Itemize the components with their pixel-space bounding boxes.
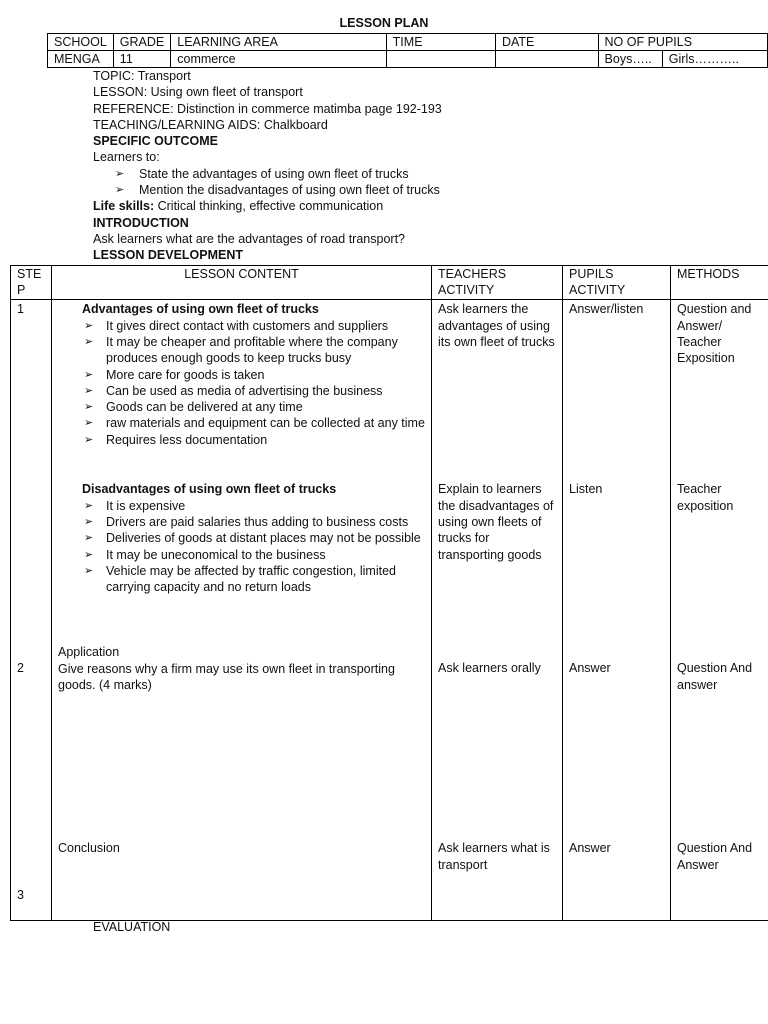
learning-area-label: LEARNING AREA [171,34,386,51]
advantages-pupils-activity: Answer/listen [569,302,644,317]
table-body-row [11,300,768,921]
step-number: 2 [17,661,24,676]
list-item: ➢ It may be uneconomical to the business [84,547,326,562]
girls-count: Girls……….. [662,51,739,67]
arrowhead-bullet-icon: ➢ [84,335,94,348]
list-item: ➢ It is expensive [84,498,186,513]
arrowhead-bullet-icon: ➢ [84,548,94,561]
list-item: ➢ Deliveries of goods at distant places may not be possible [84,531,421,546]
evaluation-heading: EVALUATION [93,920,171,934]
arrowhead-bullet-icon: ➢ [84,368,94,381]
arrowhead-bullet-icon: ➢ [115,184,125,197]
grade-label: GRADE [113,34,170,51]
introduction-heading: INTRODUCTION [93,215,189,230]
arrowhead-bullet-icon: ➢ [84,499,94,512]
outcome-text: State the advantages of using own fleet of trucks [139,166,409,181]
application-pupils-activity: Answer [569,661,611,676]
life-skills-text: Critical thinking, effective communication [154,199,384,214]
grade-value: 11 [113,51,170,68]
list-item: ➢ Requires less documentation [84,432,268,447]
application-text: Give reasons why a firm may use its own fleet in transporting goods. (4 marks) [58,661,395,692]
step-header: STE P [11,266,52,300]
time-value [386,51,495,68]
outcome-list [93,166,753,199]
header-labels-row [48,34,768,51]
lesson: LESSON: Using own fleet of transport [93,85,303,100]
arrowhead-bullet-icon: ➢ [84,433,94,446]
pupils-count [598,51,767,68]
lesson-content-column [52,300,432,921]
column-header-row [11,266,768,300]
lesson-meta [93,68,753,264]
outcome-item [115,166,753,182]
application-teacher-activity: Ask learners orally [438,661,541,676]
advantages-teacher-activity: Ask learners the advantages of using its own fleet of trucks [438,302,555,349]
teachers-activity-column [432,300,563,921]
lesson-development-heading: LESSON DEVELOPMENT [93,248,244,263]
arrowhead-bullet-icon: ➢ [84,532,94,545]
conclusion-teacher-activity: Ask learners what is transport [438,841,550,872]
disadvantages-methods: Teacher exposition [677,482,734,513]
advantages-block [58,301,425,448]
time-label: TIME [386,34,495,51]
header-table [47,33,768,68]
arrowhead-bullet-icon: ➢ [84,564,94,577]
school-label: SCHOOL [48,34,114,51]
list-item: ➢ Vehicle may be affected by traffic congestion, limited carrying capacity and no return loads [84,563,396,595]
disadvantages-teacher-activity: Explain to learners the disadvantages of using own fleets of trucks for transporting goods [438,482,554,562]
arrowhead-bullet-icon: ➢ [84,417,94,430]
list-item: ➢ Drivers are paid salaries thus adding to business costs [84,514,409,529]
arrowhead-bullet-icon: ➢ [84,319,94,332]
arrowhead-bullet-icon: ➢ [84,515,94,528]
outcome-text: Mention the disadvantages of using own fleet of trucks [139,183,440,198]
school-value: MENGA [48,51,114,68]
pupils-activity-header: PUPILS ACTIVITY [563,266,671,300]
step-number: 1 [17,302,24,317]
teaching-aids: TEACHING/LEARNING AIDS: Chalkboard [93,117,328,132]
date-value [495,51,598,68]
methods-column [671,300,768,921]
outcome-item [115,182,753,198]
step-column [11,300,52,921]
list-item: ➢ raw materials and equipment can be collected at any time [84,416,425,431]
arrowhead-bullet-icon: ➢ [115,167,125,180]
boys-count: Boys….. [604,52,652,66]
disadvantages-pupils-activity: Listen [569,482,603,497]
lesson-content-header: LESSON CONTENT [52,266,432,300]
reference: REFERENCE: Distinction in commerce matimba page 192-193 [93,101,442,116]
header-values-row [48,51,768,68]
arrowhead-bullet-icon: ➢ [84,384,94,397]
list-item: ➢ More care for goods is taken [84,367,265,382]
conclusion-heading: Conclusion [58,841,120,856]
disadvantages-block [58,481,425,595]
date-label: DATE [495,34,598,51]
methods-header: METHODS [671,266,768,300]
application-block [58,644,425,693]
specific-outcome-heading: SPECIFIC OUTCOME [93,134,219,149]
life-skills [93,198,753,214]
step-number: 3 [17,888,24,903]
disadvantages-heading: Disadvantages of using own fleet of trucks [82,482,337,497]
no-of-pupils-label: NO OF PUPILS [598,34,767,51]
list-item: ➢ It may be cheaper and profitable where the company produces enough goods to keep trucks busy [84,334,398,366]
learners-to: Learners to: [93,150,160,165]
life-skills-label: Life skills: [93,199,155,214]
pupils-activity-column [563,300,671,921]
disadvantages-list [58,498,425,596]
topic: TOPIC: Transport [93,69,191,83]
advantages-methods: Question and Answer/ Teacher Exposition [677,302,752,366]
introduction-text: Ask learners what are the advantages of road transport? [93,231,405,246]
list-item: ➢ Goods can be delivered at any time [84,400,303,415]
application-heading: Application [58,645,120,660]
list-item: ➢ Can be used as media of advertising the business [84,383,383,398]
lesson-development-table [10,265,768,921]
advantages-list [58,318,425,448]
application-methods: Question And answer [677,661,753,692]
page-title: LESSON PLAN [339,16,429,30]
conclusion-methods: Question And Answer [677,841,753,872]
arrowhead-bullet-icon: ➢ [84,401,94,414]
advantages-heading: Advantages of using own fleet of trucks [82,302,319,317]
list-item: ➢ It gives direct contact with customers and suppliers [84,318,389,333]
conclusion-pupils-activity: Answer [569,841,611,856]
teachers-activity-header: TEACHERS ACTIVITY [432,266,563,300]
learning-area-value: commerce [171,51,386,68]
